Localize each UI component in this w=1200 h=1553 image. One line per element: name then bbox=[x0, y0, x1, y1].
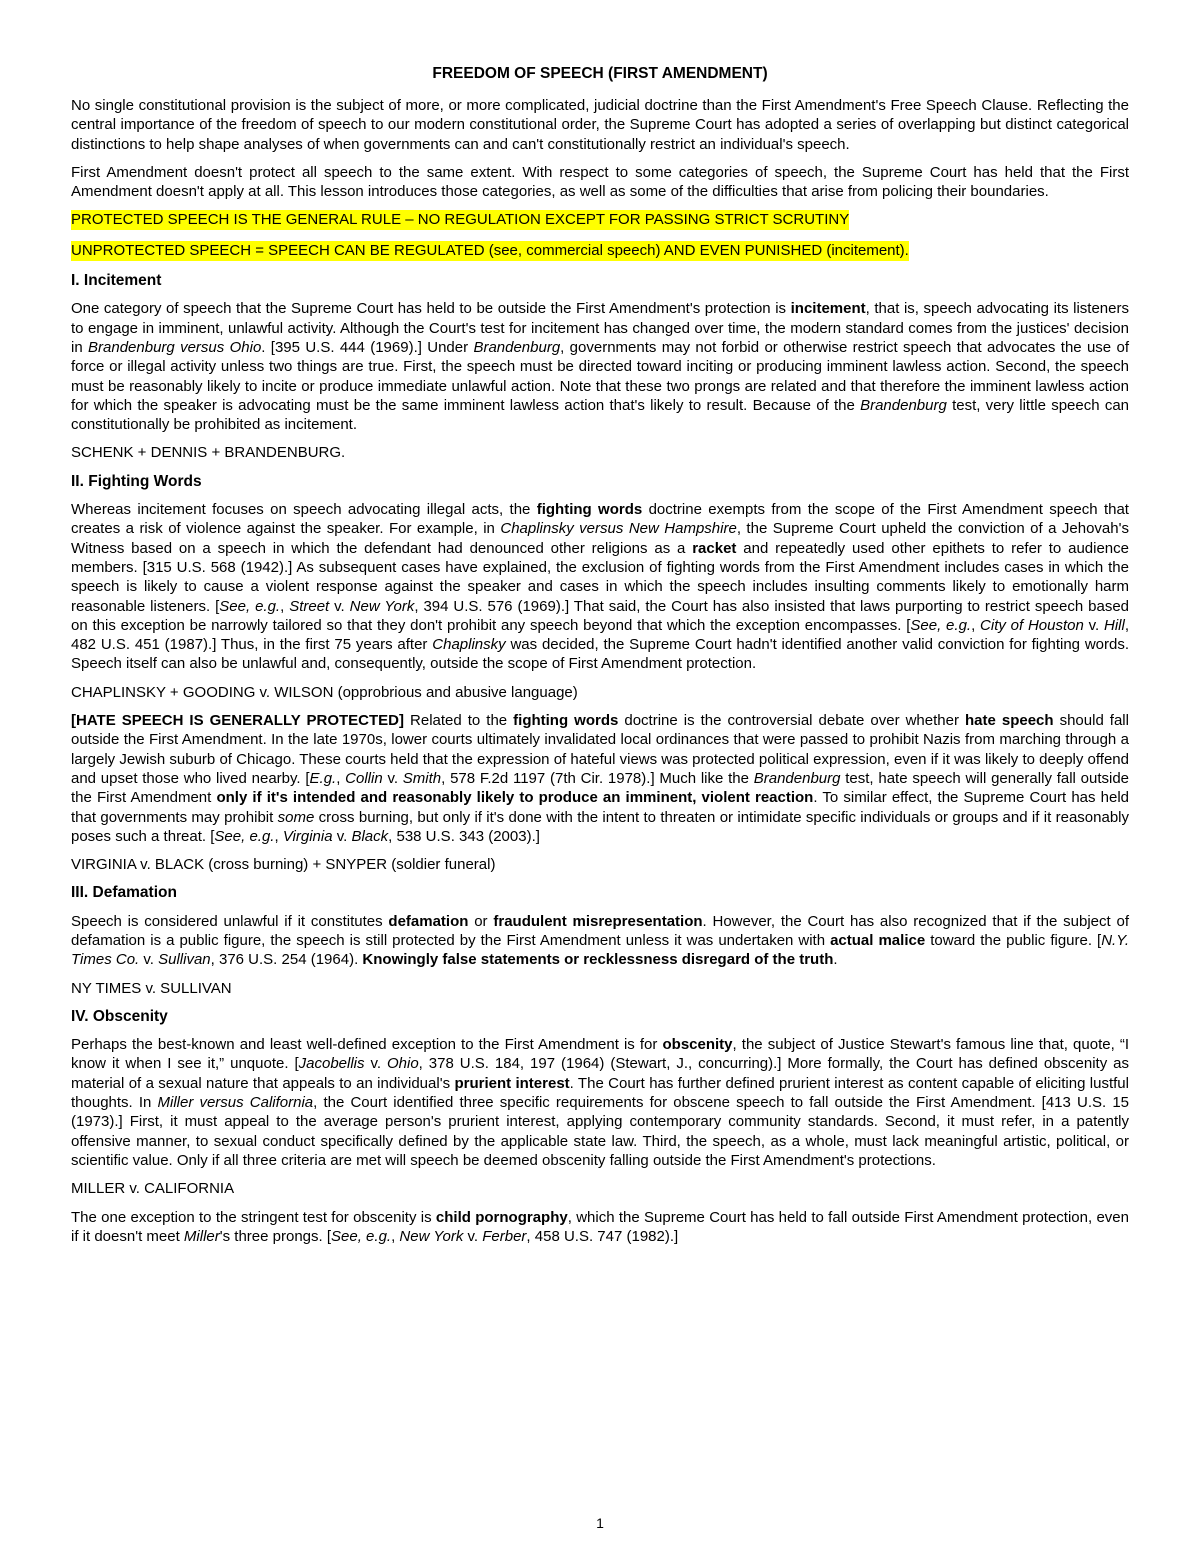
text-run: The one exception to the stringent test for obscenity is bbox=[71, 1208, 436, 1226]
document-title: FREEDOM OF SPEECH (FIRST AMENDMENT) bbox=[432, 65, 768, 82]
text-run: . To similar effect, the Supreme Court has held that governments may prohibit bbox=[71, 789, 1129, 826]
text-run: v. bbox=[1083, 616, 1104, 634]
paragraph bbox=[71, 1035, 1129, 1170]
text-run: v. bbox=[332, 827, 352, 845]
text-run: . [395 U.S. 444 (1969).] Under bbox=[261, 338, 474, 356]
text-run: Related to the bbox=[404, 712, 514, 730]
text-run: or bbox=[468, 912, 494, 930]
text-run: City of Houston bbox=[980, 616, 1084, 634]
text-run: Whereas incitement focuses on speech advocating illegal acts, the bbox=[71, 501, 537, 519]
text-run: Hill bbox=[1103, 616, 1125, 634]
text-run: II. Fighting Words bbox=[71, 472, 202, 490]
text-run: Speech is considered unlawful if it constitutes bbox=[71, 912, 389, 930]
text-run: CHAPLINSKY + GOODING v. WILSON (opprobrious and abusive language) bbox=[71, 683, 578, 701]
paragraph bbox=[71, 912, 1129, 970]
text-run: v. bbox=[463, 1227, 483, 1245]
text-run: , bbox=[274, 827, 283, 845]
text-run: See, e.g. bbox=[331, 1227, 392, 1245]
document-blocks bbox=[71, 96, 1129, 1246]
text-run: v. bbox=[382, 769, 403, 787]
text-run: Street bbox=[289, 597, 330, 615]
highlighted-rule bbox=[71, 210, 1129, 229]
text-run: Chaplinsky versus New Hampshire bbox=[500, 520, 737, 538]
text-run: fighting words bbox=[513, 712, 619, 730]
text-run: , 378 U.S. 184, 197 (1964) (Stewart, J., concurring).] More formally, the Court has defined obscenity as material of a sexual nature that appeals to an individual's bbox=[71, 1055, 1129, 1092]
text-run: and repeatedly used other epithets to refer to audience members. [315 U.S. 568 (1942).] As subsequent cases have explained, the exclusion of fighting words from the First Amendment includes cases in which the speech is likely to cause a violent response against the speaker and cases in which the speech includes insulting comments likely to emotionally harm reasonable listeners. [ bbox=[71, 539, 1129, 615]
text-run: , 458 U.S. 747 (1982).] bbox=[526, 1227, 679, 1245]
text-run: toward the public figure. [ bbox=[925, 931, 1102, 949]
text-run: child pornography bbox=[435, 1208, 568, 1226]
text-run: , the Court identified three specific requirements for obscene speech to fall outside the First Amendment. [413 U.S. 15 (1973).] First, it must appeal to the average person's prurient interest, applying contemporary community standards. Second, it must refer, in a patently offensive manner, to sexual conduct specifically defined by the applicable state law. Third, the speech, as a whole, must lack meaningful artistic, political, or scientific value. Only if all three criteria are met will speech be deemed obscenity falling outside the First Amendment's protections. bbox=[71, 1094, 1129, 1169]
text-run: . However, the Court has also recognized that if the subject of defamation is a public figure, the speech is still protected by the First Amendment unless it was undertaken with bbox=[71, 912, 1129, 949]
text-run: No single constitutional provision is the subject of more, or more complicated, judicial doctrine than the First Amendment's Free Speech Clause. Reflecting the central importance of the freedom of speech to our modern constitutional order, the Supreme Court has adopted a series of overlapping but distinct categorical distinctions to help shape analyses of when governments can and can't constitutionally restrict an individual's speech. bbox=[71, 97, 1129, 153]
text-run: Collin bbox=[345, 769, 383, 787]
text-run: incitement bbox=[790, 300, 866, 318]
paragraph bbox=[71, 299, 1129, 434]
page-number: 1 bbox=[596, 1515, 604, 1531]
text-run: Miller bbox=[183, 1227, 220, 1245]
text-run: See, e.g. bbox=[910, 616, 972, 634]
text-run: fraudulent misrepresentation bbox=[493, 912, 703, 930]
case-summary-line bbox=[71, 443, 1129, 462]
paragraph bbox=[71, 1208, 1129, 1247]
text-run: Brandenburg versus Ohio bbox=[88, 338, 262, 356]
text-run: hate speech bbox=[965, 712, 1054, 730]
text-run: , 394 U.S. 576 (1969).] That said, the Court has also insisted that laws purporting to restrict speech based on this exception be narrowly tailored so that they don't prohibit any speech beyond that which the exception encompasses. [ bbox=[71, 597, 1130, 634]
text-run: , governments may not forbid or otherwise restrict speech that advocates the use of force or illegal activity unless two things are true. First, the speech must be directed toward inciting or producing imminent lawless action. Second, the speech must be reasonably likely to incite or produce immediate unlawful action. Note that these two prongs are related and that therefore the imminent lawless action for which the speaker is advocating must be the same imminent lawless action that's likely to result. Because of the bbox=[71, 338, 1129, 414]
highlight-mark bbox=[71, 210, 849, 230]
text-run: cross burning, but only if it's done with the intent to threaten or intimidate specific individuals or groups and if it reasonably poses such a threat. [ bbox=[71, 808, 1129, 845]
section-heading bbox=[71, 472, 1129, 491]
text-run: test, very little speech can constitutionally be prohibited as incitement. bbox=[71, 396, 1129, 434]
text-run: Jacobellis bbox=[298, 1055, 365, 1073]
text-run: some bbox=[277, 808, 315, 826]
text-run: IV. Obscenity bbox=[71, 1007, 168, 1025]
text-run: Virginia bbox=[282, 827, 333, 845]
case-summary-line bbox=[71, 1179, 1129, 1198]
text-run: See, e.g. bbox=[214, 827, 275, 845]
text-run: Chaplinsky bbox=[432, 636, 506, 654]
text-run: N.Y. Times Co. bbox=[71, 931, 1129, 969]
text-run: , bbox=[971, 616, 981, 634]
text-run: doctrine exempts from the scope of the First Amendment speech that creates a risk of violence against the speaker. For example, in bbox=[71, 501, 1129, 538]
text-run: Brandenburg bbox=[753, 769, 841, 787]
text-run: Sullivan bbox=[158, 951, 211, 969]
paragraph bbox=[71, 711, 1129, 846]
text-run: Perhaps the best-known and least well-defined exception to the First Amendment is for bbox=[71, 1036, 663, 1054]
text-run: VIRGINIA v. BLACK (cross burning) + SNYPER (soldier funeral) bbox=[71, 856, 496, 874]
text-run: , the Supreme Court upheld the conviction of a Jehovah's Witness based on a speech in which the defendant had denounced other religions as a bbox=[71, 520, 1129, 557]
paragraph bbox=[71, 500, 1129, 674]
text-run: v. bbox=[139, 951, 159, 969]
section-heading bbox=[71, 271, 1129, 290]
text-run: Black bbox=[351, 827, 389, 845]
text-run: should fall outside the First Amendment. In the late 1970s, lower courts ultimately invalidated local ordinances that were passed to prohibit Nazis from marching through a largely Jewish suburb of Chicago. These courts held that the expression of hateful views was protected political expression, even if it was likely to deeply offend and upset those who lived nearby. [ bbox=[71, 712, 1129, 787]
text-run: 's three prongs. [ bbox=[219, 1227, 332, 1245]
text-run: Knowingly false statements or recklessness disregard of the truth bbox=[362, 951, 834, 969]
text-run: SCHENK + DENNIS + BRANDENBURG. bbox=[71, 444, 346, 462]
text-run: MILLER v. CALIFORNIA bbox=[71, 1180, 235, 1198]
case-summary-line bbox=[71, 683, 1129, 702]
text-run: Ohio bbox=[386, 1055, 419, 1073]
text-run: , 578 F.2d 1197 (7th Cir. 1978).] Much like the bbox=[441, 769, 754, 787]
highlight-mark bbox=[71, 241, 909, 261]
text-run: UNPROTECTED SPEECH = SPEECH CAN BE REGULATED (see, commercial speech) AND EVEN PUNISHED (incitement). bbox=[71, 241, 909, 259]
text-run: prurient interest bbox=[454, 1074, 570, 1092]
text-run: v. bbox=[329, 597, 350, 615]
text-run: Brandenburg bbox=[473, 338, 561, 356]
case-summary-line bbox=[71, 855, 1129, 874]
text-run: doctrine is the controversial debate over whether bbox=[618, 712, 965, 730]
text-run: I. Incitement bbox=[71, 272, 162, 290]
text-run: was decided, the Supreme Court hadn't identified another valid conviction for fighting words. Speech itself can also be unlawful and, consequently, outside the scope of First Amendment protection. bbox=[71, 636, 1130, 673]
text-run: , bbox=[280, 597, 290, 615]
highlighted-rule bbox=[71, 241, 1129, 260]
text-run: fighting words bbox=[536, 501, 643, 519]
text-run: obscenity bbox=[662, 1036, 733, 1054]
text-run: , 482 U.S. 451 (1987).] Thus, in the first 75 years after bbox=[71, 616, 1129, 654]
text-run: test, hate speech will generally fall outside the First Amendment bbox=[71, 769, 1130, 807]
text-run: only if it's intended and reasonably likely to produce an imminent, violent reaction bbox=[216, 789, 814, 807]
text-run: E.g. bbox=[309, 769, 337, 787]
case-summary-line bbox=[71, 979, 1129, 998]
text-run: , 376 U.S. 254 (1964). bbox=[210, 951, 363, 969]
text-run: , the subject of Justice Stewart's famous line that, quote, “I know it when I see it,” unquote. [ bbox=[71, 1036, 1129, 1073]
text-run: One category of speech that the Supreme Court has held to be outside the First Amendment's protection is bbox=[71, 300, 791, 318]
text-run: New York bbox=[349, 597, 415, 615]
text-run: racket bbox=[692, 539, 737, 557]
text-run: Miller versus California bbox=[157, 1094, 314, 1112]
text-run: , 538 U.S. 343 (2003).] bbox=[388, 827, 540, 845]
text-run: See, e.g. bbox=[219, 597, 281, 615]
section-heading bbox=[71, 1007, 1129, 1026]
paragraph bbox=[71, 163, 1129, 202]
text-run: , bbox=[336, 769, 346, 787]
text-run: . The Court has further defined prurient interest as content capable of eliciting lustful thoughts. In bbox=[71, 1074, 1129, 1112]
text-run: First Amendment doesn't protect all speech to the same extent. With respect to some categories of speech, the Supreme Court has held that the First Amendment doesn't apply at all. This lesson introduces those categories, as well as some of the difficulties that arise from policing their boundaries. bbox=[71, 163, 1129, 201]
text-run: New York bbox=[399, 1227, 464, 1245]
text-run: Ferber bbox=[482, 1227, 527, 1245]
text-run: Brandenburg bbox=[860, 396, 947, 414]
text-run: , bbox=[391, 1227, 400, 1245]
text-run: Smith bbox=[402, 769, 442, 787]
text-run: III. Defamation bbox=[71, 884, 177, 902]
text-run: actual malice bbox=[830, 931, 926, 949]
text-run: v. bbox=[364, 1055, 387, 1073]
text-run: , that is, speech advocating its listeners to engage in imminent, unlawful activity. Although the Court's test for incitement has changed over time, the modern standard comes from the justices' decision in bbox=[71, 300, 1129, 356]
text-run: , which the Supreme Court has held to fall outside First Amendment protection, even if it doesn't meet bbox=[71, 1208, 1129, 1245]
text-run: PROTECTED SPEECH IS THE GENERAL RULE – NO REGULATION EXCEPT FOR PASSING STRICT SCRUTINY bbox=[71, 211, 850, 229]
text-run: defamation bbox=[388, 912, 469, 930]
text-run: . bbox=[833, 951, 838, 969]
section-heading bbox=[71, 883, 1129, 902]
paragraph bbox=[71, 96, 1129, 154]
text-run: [HATE SPEECH IS GENERALLY PROTECTED] bbox=[71, 712, 405, 730]
text-run: NY TIMES v. SULLIVAN bbox=[71, 979, 232, 997]
